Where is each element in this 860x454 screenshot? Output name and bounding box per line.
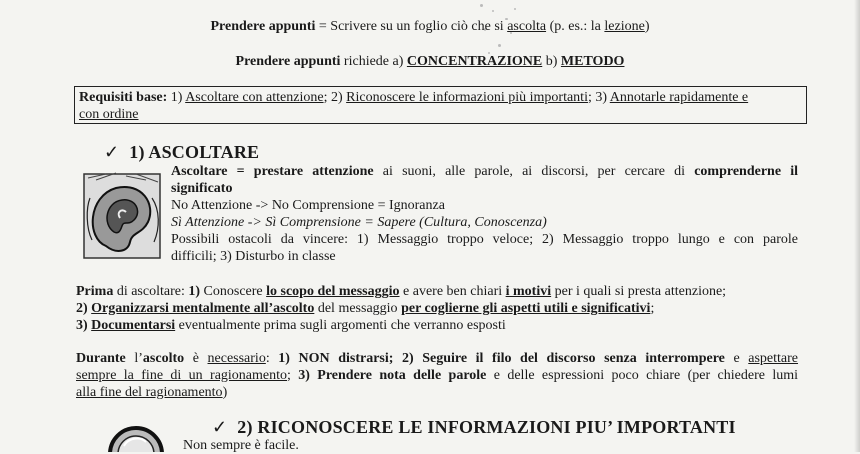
term: Prendere appunti	[210, 19, 316, 34]
text-bold: Durante	[76, 351, 126, 366]
check-icon: ✓	[212, 417, 228, 437]
text-underlined: necessario	[207, 351, 266, 366]
prima-paragraph	[76, 283, 798, 334]
text: ; 3)	[587, 90, 610, 105]
text-underlined: aspettare	[748, 351, 799, 366]
requirements-line	[0, 53, 860, 70]
text-underlined: alla fine del ragionamento	[76, 385, 223, 400]
text: l’	[125, 351, 143, 366]
keyword-metodo: METODO	[560, 54, 625, 69]
text-bold: 1)	[188, 284, 201, 299]
ostacoli-line: Possibili ostacoli da vincere: 1) Messaggio troppo veloce; 2) Messaggio troppo lungo e con parole	[171, 232, 798, 247]
scan-edge	[854, 0, 860, 452]
text-bold: 3) Prendere nota delle parole	[298, 368, 487, 383]
text: )	[222, 385, 228, 400]
section-heading-ascoltare	[104, 142, 259, 163]
no-attenzione-line: No Attenzione -> No Comprensione = Ignoranza	[171, 198, 445, 213]
text-underlined: ascolta	[507, 19, 547, 34]
requisito-2: Riconoscere le informazioni più importanti	[346, 90, 588, 105]
durante-paragraph	[76, 350, 798, 401]
text: ai suoni, alle parole, ai discorsi, per cercare di	[373, 164, 695, 179]
text: e delle espressioni poco chiare (per chiedere lumi	[486, 368, 798, 383]
ascoltare-definition	[171, 163, 798, 265]
requisito-3: Annotarle rapidamente e	[609, 90, 749, 105]
text-bold: 1) NON distrarsi; 2) Seguire il filo del discorso senza interrompere	[278, 351, 725, 366]
text: ;	[650, 301, 655, 316]
check-icon: ✓	[104, 142, 120, 162]
text: Conoscere	[200, 284, 267, 299]
text-bold: significato	[171, 181, 233, 196]
text: (p. es.: la	[546, 19, 605, 34]
text: 1)	[167, 90, 186, 105]
text: e	[724, 351, 749, 366]
text: = Scrivere su un foglio ciò che si	[315, 19, 508, 34]
definition-term: Ascoltare = prestare attenzione	[171, 164, 374, 179]
term: Prendere appunti	[235, 54, 341, 69]
text-bold-underlined: Documentarsi	[91, 318, 176, 333]
keyword-concentrazione: CONCENTRAZIONE	[406, 54, 543, 69]
text: di ascoltare:	[113, 284, 189, 299]
text-underlined: sempre la fine di un ragionamento	[76, 368, 287, 383]
section-heading-riconoscere	[212, 417, 736, 438]
text-bold: 3)	[76, 318, 92, 333]
section-title: 1) ASCOLTARE	[129, 142, 260, 162]
requisiti-label: Requisiti base:	[79, 90, 168, 105]
text-bold-underlined: lo scopo del messaggio	[266, 284, 400, 299]
ostacoli-line-cont: difficili; 3) Disturbo in classe	[171, 249, 336, 264]
text-underlined: lezione	[604, 19, 645, 34]
text: :	[265, 351, 279, 366]
definition-line	[0, 18, 860, 35]
text: del messaggio	[314, 301, 402, 316]
text-bold-underlined: Organizzarsi mentalmente all’ascolto	[91, 301, 315, 316]
text-bold: 2)	[76, 301, 92, 316]
text-bold: ascolto	[142, 351, 185, 366]
section-title: 2) RICONOSCERE LE INFORMAZIONI PIU’ IMPORTANTI	[237, 417, 736, 437]
text: eventualmente prima sugli argomenti che verranno esposti	[175, 318, 506, 333]
text: ; 2)	[323, 90, 347, 105]
text: per i quali si presta attenzione;	[551, 284, 727, 299]
text-bold: Prima	[76, 284, 114, 299]
requisito-1: Ascoltare con attenzione	[185, 90, 324, 105]
text: e avere ben chiari	[399, 284, 506, 299]
text: ;	[287, 368, 299, 383]
requisito-3-cont: con ordine	[79, 107, 139, 122]
text-bold-underlined: i motivi	[505, 284, 552, 299]
text: b)	[542, 54, 561, 69]
si-attenzione-line: Sì Attenzione -> Sì Comprensione = Sapere (Cultura, Conoscenza)	[171, 215, 547, 230]
text-bold-underlined: per coglierne gli aspetti utili e significativi	[401, 301, 651, 316]
requisiti-box	[74, 86, 807, 124]
ear-illustration	[76, 168, 168, 262]
text: richiede a)	[340, 54, 407, 69]
text: )	[644, 19, 650, 34]
text-bold: comprenderne il	[694, 164, 798, 179]
magnifier-illustration	[104, 420, 168, 452]
section2-first-line: Non sempre è facile.	[183, 438, 299, 453]
text: è	[184, 351, 208, 366]
